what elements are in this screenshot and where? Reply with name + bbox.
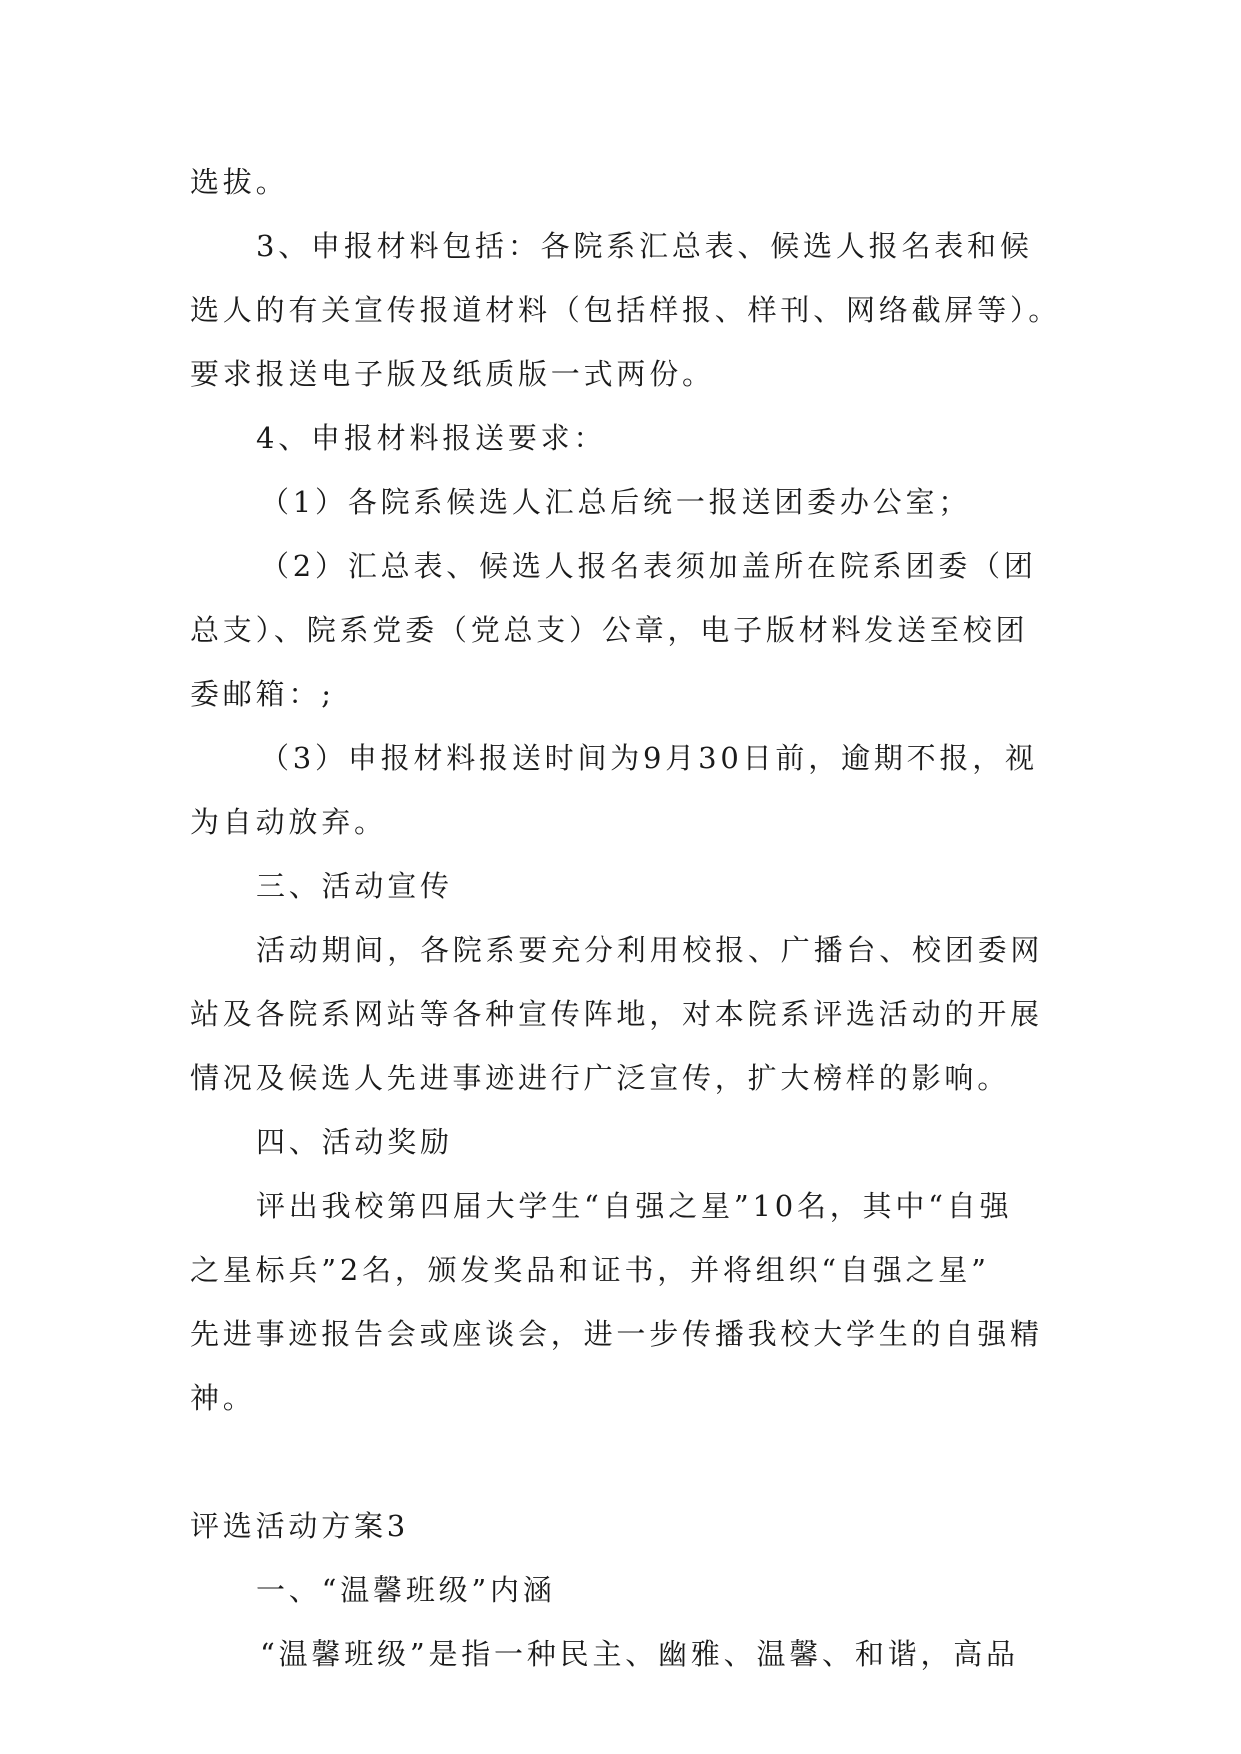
- text-line: 3、申报材料包括：各院系汇总表、候选人报名表和候: [256, 229, 1033, 263]
- text-line: 委邮箱：;: [190, 677, 335, 711]
- document-title: 评选活动方案3: [190, 1509, 410, 1543]
- section-heading: 四、活动奖励: [256, 1125, 453, 1159]
- text-line: （3）申报材料报送时间为9月30日前，逾期不报，视: [260, 741, 1038, 775]
- text-line: 活动期间，各院系要充分利用校报、广播台、校团委网: [256, 933, 1044, 967]
- text-line: 评出我校第四届大学生“自强之星”10名，其中“自强: [256, 1189, 1013, 1223]
- text-line: 总支）、院系党委（党总支）公章，电子版材料发送至校团: [190, 613, 1029, 647]
- text-line: 站及各院系网站等各种宣传阵地，对本院系评选活动的开展: [190, 997, 1043, 1031]
- section-heading: 一、“温馨班级”内涵: [256, 1573, 556, 1607]
- text-line: 之星标兵”2名，颁发奖品和证书，并将组织“自强之星”: [190, 1253, 990, 1287]
- text-line: “温馨班级”是指一种民主、幽雅、温馨、和谐，高品: [260, 1637, 1019, 1671]
- text-line: 神。: [190, 1381, 256, 1415]
- text-line: 情况及候选人先进事迹进行广泛宣传，扩大榜样的影响。: [190, 1061, 1011, 1095]
- text-line: 4、申报材料报送要求：: [256, 421, 607, 455]
- blank-line: [190, 1430, 1050, 1494]
- text-line: 选人的有关宣传报道材料（包括样报、样刊、网络截屏等）。: [190, 293, 1062, 327]
- text-line: 要求报送电子版及纸质版一式两份。: [190, 357, 715, 391]
- document-body: [190, 150, 1062, 1686]
- text-line: 选拔。: [190, 165, 289, 199]
- section-heading: 三、活动宣传: [256, 869, 453, 903]
- text-line: （2）汇总表、候选人报名表须加盖所在院系团委（团: [260, 549, 1037, 583]
- text-line: 为自动放弃。: [190, 805, 387, 839]
- text-line: （1）各院系候选人汇总后统一报送团委办公室；: [260, 485, 972, 519]
- text-line: 先进事迹报告会或座谈会，进一步传播我校大学生的自强精: [190, 1317, 1043, 1351]
